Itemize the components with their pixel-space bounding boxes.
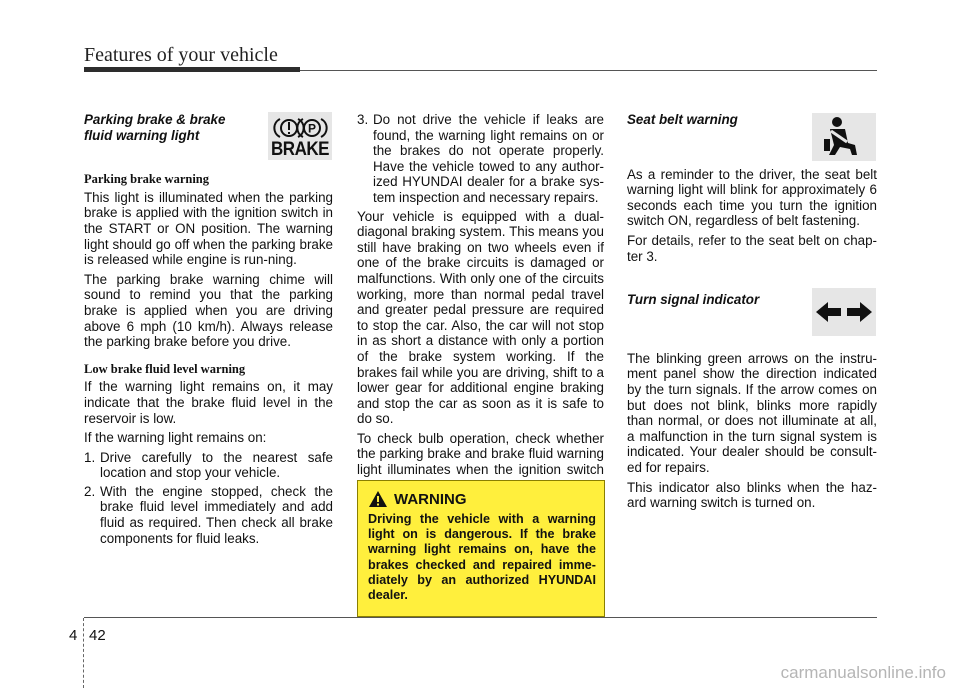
paragraph: If the warning light remains on, it may indicate that the brake fluid level in the reservoir is low. xyxy=(84,379,333,426)
warning-box xyxy=(357,480,605,617)
steps-list xyxy=(84,450,333,547)
chapter-number: 4 xyxy=(69,627,78,644)
brake-warning-icon xyxy=(268,112,332,160)
paragraph: The blinking green arrows on the instru-ment panel show the direction indicated by the turn signals. If the arrow comes on but does not blink, blinks more rapidly than normal, or does not illuminate at all, a malfunction in the turn signal system is indicated. Your dealer should be consult-ed for repairs. xyxy=(627,350,877,475)
footer-separator xyxy=(83,618,84,688)
paragraph: For details, refer to the seat belt on chap-ter 3. xyxy=(627,232,877,264)
warning-text: Driving the vehicle with a warning light on is dangerous. If the brake warning light remains on, have the brakes checked and repaired imme-diately by an authorized HYUNDAI dealer. xyxy=(368,512,596,603)
header-rule xyxy=(300,70,877,71)
turn-signal-icon xyxy=(812,288,876,336)
footer-rule xyxy=(84,617,877,618)
watermark[interactable]: carmanualsonline.info xyxy=(780,663,946,682)
svg-text:P: P xyxy=(307,121,317,135)
column-2 xyxy=(357,112,604,497)
page-header-title: Features of your vehicle xyxy=(84,44,278,66)
steps-list-continued xyxy=(357,112,604,206)
subheading-low-brake-fluid: Low brake fluid level warning xyxy=(84,361,246,376)
section-heading-brake: Parking brake & brake fluid warning light xyxy=(84,112,226,143)
paragraph: If the warning light remains on: xyxy=(84,430,267,446)
subheading-parking-brake: Parking brake warning xyxy=(84,172,210,187)
warning-triangle-icon xyxy=(368,490,388,508)
arrow-right-icon xyxy=(847,302,872,322)
paragraph: Your vehicle is equipped with a dual-diagonal braking system. This means you still have braking on two wheels even if one of the brake circuits is damaged or malfunctions. With only one of the circuits working, more than normal pedal travel and greater pedal pressure are required to stop the car. Also, the car will not stop in as short a distance with only a portion of the brake system working. If the brakes fail while you are driving, shift to a lower gear for additional engine braking and stop the car as soon as it is safe to do so. xyxy=(357,208,604,427)
section-heading-turn-signal: Turn signal indicator xyxy=(627,292,760,308)
warning-title: WARNING xyxy=(368,490,596,508)
list-item: 2. With the engine stopped, check the brake fluid level immediately and add fluid as required. Then check all brake components for fluid leaks. xyxy=(84,483,333,546)
paragraph: This light is illuminated when the parking brake is applied with the ignition switch in the START or ON position. The warning light should go off when the parking brake is released while engine is run-ning. xyxy=(84,189,333,268)
paragraph: As a reminder to the driver, the seat belt warning light will blink for approximately 6 seconds each time you turn the ignition switch ON, regardless of belt fastening. xyxy=(627,166,877,229)
section-heading-seat-belt: Seat belt warning xyxy=(627,112,738,127)
column-1 xyxy=(84,112,333,549)
page-number: 42 xyxy=(89,627,106,644)
arrow-left-icon xyxy=(816,302,841,322)
header-bar xyxy=(84,67,300,72)
paragraph: This indicator also blinks when the haz-ard warning switch is turned on. xyxy=(627,479,877,511)
paragraph: To check bulb operation, check whether the parking brake and brake fluid warning light illuminates when the ignition switch xyxy=(357,430,604,478)
brake-symbols-icon xyxy=(271,116,329,140)
list-item: 3. Do not drive the vehicle if leaks are found, the warning light remains on or the brakes do not operate properly. Have the vehicle towed to any author-ized HYUNDAI dealer for a brake sys-tem inspection and necessary repairs. xyxy=(357,112,604,205)
paragraph: The parking brake warning chime will sound to remind you that the parking brake is applied when you are driving above 6 mph (10 km/h). Always release the parking brake before you drive. xyxy=(84,271,333,350)
brake-icon-label: BRAKE xyxy=(271,137,329,159)
seat-belt-icon xyxy=(812,113,876,161)
list-item: 1. Drive carefully to the nearest safe location and stop your vehicle. xyxy=(84,449,333,481)
